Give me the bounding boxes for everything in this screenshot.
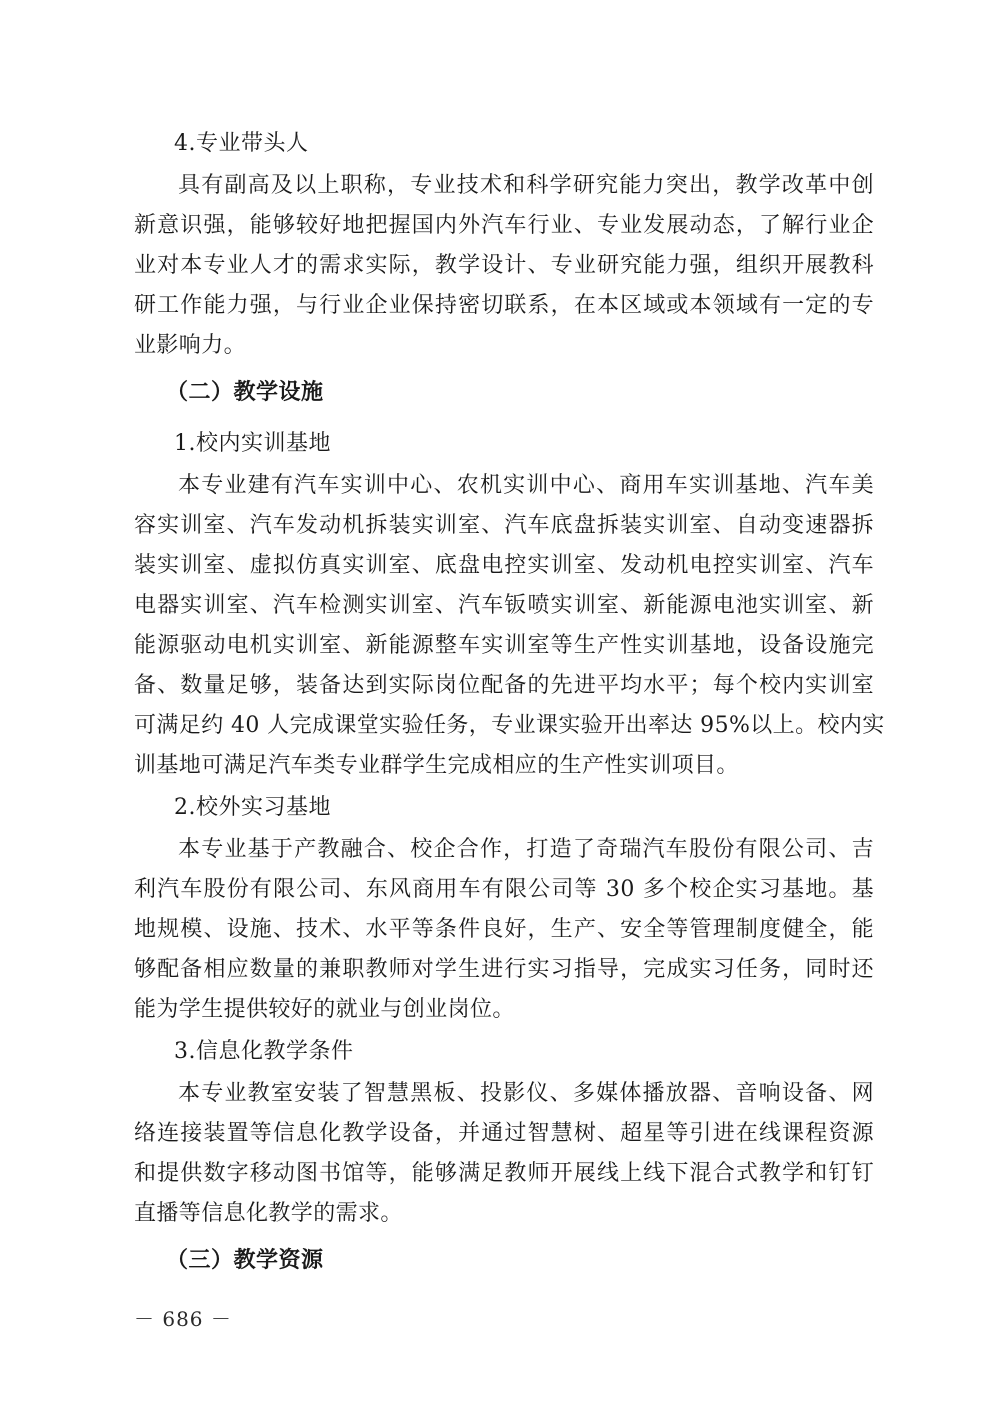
text-line: 直播等信息化教学的需求。 [134,1201,403,1226]
heading-teaching-facilities: （二）教学设施 [166,380,324,405]
text-line: 可满足约 40 人完成课堂实验任务，专业课实验开出率达 95%以上。校内实 [134,713,885,738]
section-title-it-conditions: 3.信息化教学条件 [174,1039,354,1064]
section-title-leader: 4.专业带头人 [174,131,309,156]
text-line: 够配备相应数量的兼职教师对学生进行实习指导，完成实习任务，同时还 [134,957,874,982]
text-line: 和提供数字移动图书馆等，能够满足教师开展线上线下混合式教学和钉钉 [134,1161,874,1186]
paragraph-leader [134,166,874,366]
text-line: 容实训室、汽车发动机拆装实训室、汽车底盘拆装实训室、自动变速器拆 [134,513,874,538]
page-content [134,122,885,1290]
section-title-offsite-internship: 2.校外实习基地 [174,795,331,820]
text-line: 业对本专业人才的需求实际，教学设计、专业研究能力强，组织开展教科 [134,253,874,278]
text-line: 本专业教室安装了智慧黑板、投影仪、多媒体播放器、音响设备、网 [178,1081,874,1106]
heading-teaching-resources: （三）教学资源 [166,1248,324,1273]
text-line: 研工作能力强，与行业企业保持密切联系，在本区域或本领域有一定的专 [134,293,874,318]
text-line: 能源驱动电机实训室、新能源整车实训室等生产性实训基地，设备设施完 [134,633,874,658]
text-line: 备、数量足够，装备达到实际岗位配备的先进平均水平；每个校内实训室 [134,673,874,698]
paragraph-offsite-internship [134,830,874,1030]
section-title-onsite-training: 1.校内实训基地 [174,431,331,456]
text-line: 训基地可满足汽车类专业群学生完成相应的生产性实训项目。 [134,753,739,778]
text-line: 装实训室、虚拟仿真实训室、底盘电控实训室、发动机电控实训室、汽车 [134,553,874,578]
text-line: 利汽车股份有限公司、东风商用车有限公司等 30 多个校企实习基地。基 [134,877,874,902]
text-line: 电器实训室、汽车检测实训室、汽车钣喷实训室、新能源电池实训室、新 [134,593,874,618]
text-line: 本专业建有汽车实训中心、农机实训中心、商用车实训基地、汽车美 [178,473,874,498]
text-line: 络连接装置等信息化教学设备，并通过智慧树、超星等引进在线课程资源 [134,1121,874,1146]
page-number: － 686 － [134,1307,232,1331]
paragraph-it-conditions [134,1074,874,1234]
text-line: 具有副高及以上职称，专业技术和科学研究能力突出，教学改革中创 [178,173,874,198]
text-line: 新意识强，能够较好地把握国内外汽车行业、专业发展动态，了解行业企 [134,213,874,238]
text-line: 地规模、设施、技术、水平等条件良好，生产、安全等管理制度健全，能 [134,917,874,942]
text-line: 能为学生提供较好的就业与创业岗位。 [134,997,515,1022]
text-line: 业影响力。 [134,333,247,358]
text-line: 本专业基于产教融合、校企合作，打造了奇瑞汽车股份有限公司、吉 [178,837,874,862]
paragraph-onsite-training [134,466,885,786]
